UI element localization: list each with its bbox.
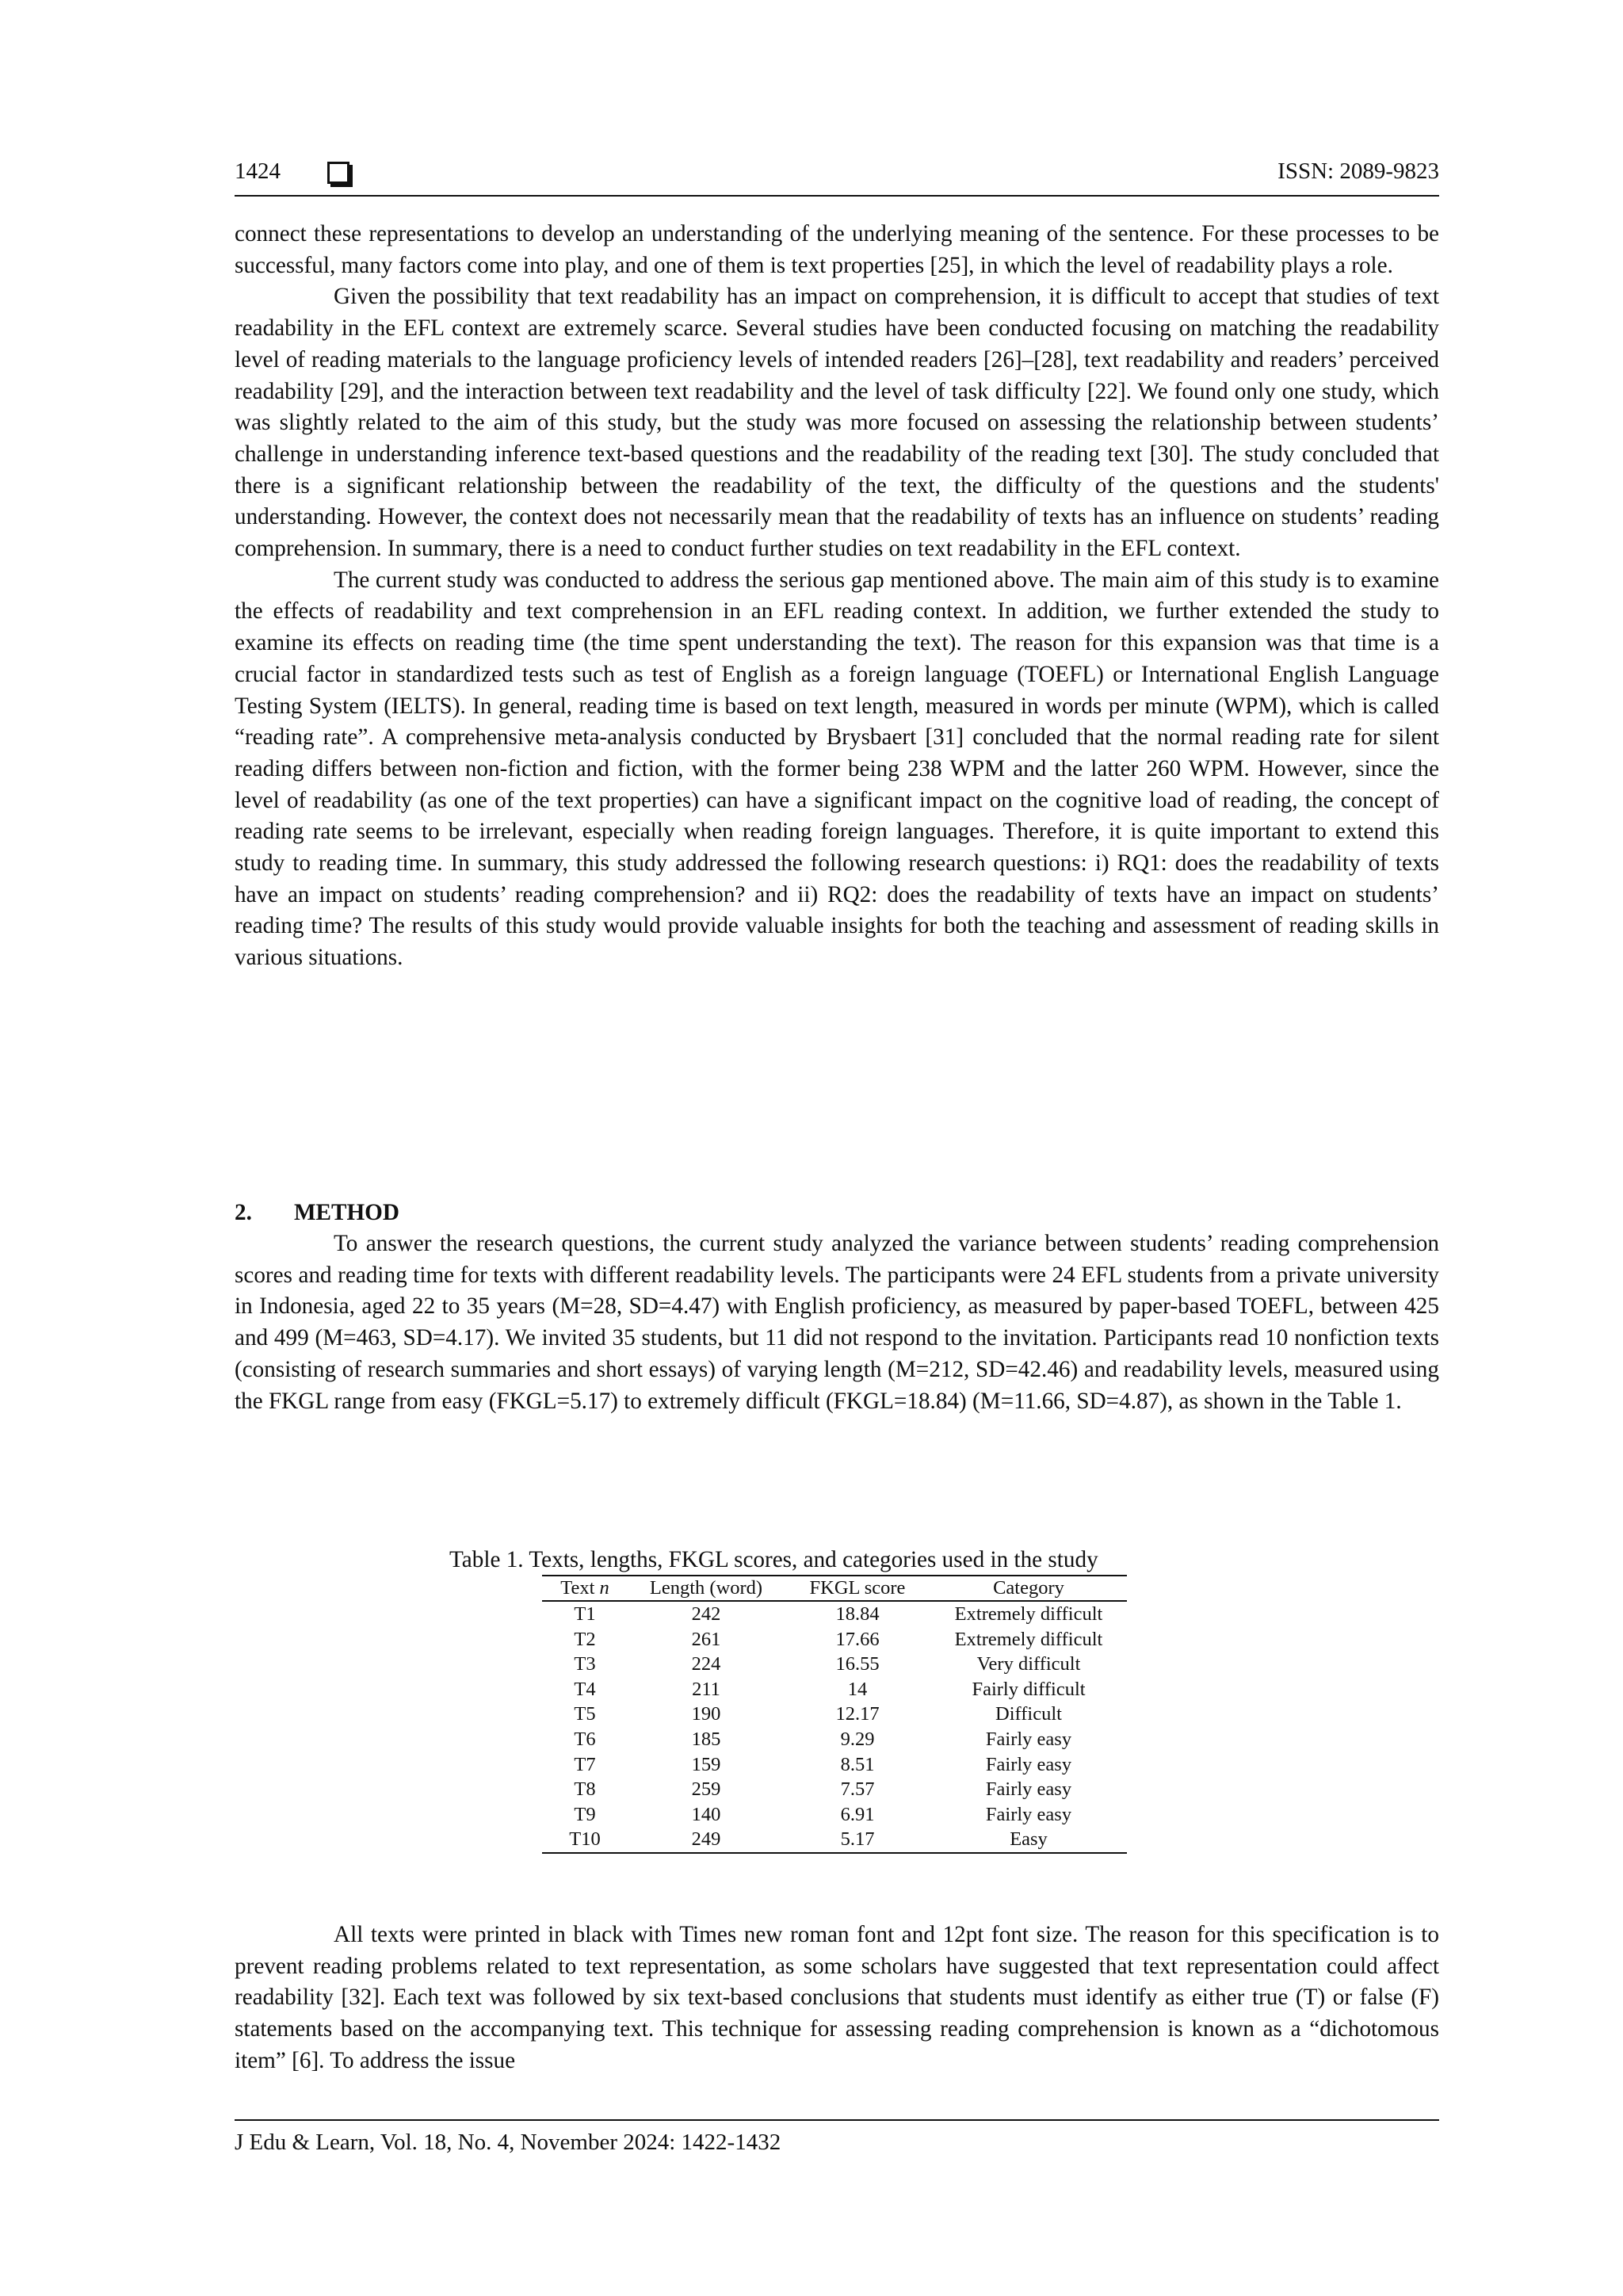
cell-length: 242 — [691, 1603, 721, 1625]
cell-category: Fairly easy — [985, 1803, 1072, 1825]
header-category: Category — [930, 1576, 1127, 1601]
cell-fkgl: 17.66 — [835, 1628, 880, 1650]
table-row — [542, 1627, 1127, 1652]
cell-text: T1 — [574, 1603, 596, 1625]
cell-fkgl: 9.29 — [840, 1728, 875, 1750]
cell-fkgl: 12.17 — [835, 1703, 880, 1725]
table-header-row — [542, 1576, 1127, 1601]
cell-text: T9 — [574, 1803, 596, 1825]
table-row — [542, 1677, 1127, 1702]
table-row — [542, 1601, 1127, 1627]
issn-label: ISSN: 2089-9823 — [1277, 159, 1439, 184]
paragraph-readability-gap: Given the possibility that text readability has an impact on comprehension, it is difficult to accept that studies of text readability in the EFL context are extremely scarce. Several studies have been conducted focusing on matching the readability level of reading materials to the language proficiency levels of intended readers [26]–[28], text readability and readers’ perceived readability [29], and the interaction between text readability and the level of task difficulty [22]. We found only one study, which was slightly related to the aim of this study, but the study was more focused on assessing the relationship between students’ challenge in understanding inference text-based questions and the readability of the reading text [30]. The study concluded that there is a significant relationship between the readability of the text, the difficulty of the questions and the students' understanding. However, the context does not necessarily mean that the readability of texts has an influence on students’ reading comprehension. In summary, there is a need to conduct further studies on text readability in the EFL context. — [235, 284, 1439, 562]
cell-text: T10 — [542, 1827, 628, 1853]
table-caption: Table 1. Texts, lengths, FKGL scores, and categories used in the study — [449, 1547, 1098, 1572]
paragraph-closing: All texts were printed in black with Times new roman font and 12pt font size. The reason for this specification is to prevent reading problems related to text representation, as some scholars have suggested that text representation could affect readability [32]. Each text was followed by six text-based conclusions that students must identify as either true (T) or false (F) statements based on the accompanying text. This technique for assessing reading comprehension is known as a “dichotomous item” [6]. To address the issue — [235, 1922, 1439, 2073]
cell-length: 159 — [691, 1753, 721, 1775]
header-length: Length (word) — [628, 1576, 785, 1601]
page-number: 1424 — [235, 159, 281, 184]
cell-category: Very difficult — [976, 1653, 1081, 1675]
cell-text: T2 — [574, 1628, 596, 1650]
cell-fkgl: 6.91 — [840, 1803, 875, 1825]
cell-text: T5 — [574, 1703, 596, 1725]
texts-table — [542, 1575, 1127, 1854]
method-text-block — [235, 1228, 1439, 1417]
cell-fkgl: 14 — [847, 1678, 868, 1700]
cell-length: 190 — [691, 1703, 721, 1725]
table-row — [542, 1777, 1127, 1802]
table-row — [542, 1652, 1127, 1677]
cell-length: 140 — [691, 1803, 721, 1825]
table-row — [542, 1727, 1127, 1752]
cell-fkgl: 7.57 — [840, 1778, 875, 1801]
header-fkgl: FKGL score — [785, 1576, 930, 1601]
cell-category: Extremely difficult — [954, 1628, 1103, 1650]
cell-length: 259 — [691, 1778, 721, 1801]
cell-length: 224 — [691, 1653, 721, 1675]
cell-text: T8 — [574, 1778, 596, 1801]
cell-text: T6 — [574, 1728, 596, 1750]
section-heading — [235, 1197, 399, 1228]
cell-category: Fairly easy — [985, 1728, 1072, 1750]
table-row — [542, 1702, 1127, 1727]
table-row — [542, 1752, 1127, 1778]
cell-text: T7 — [574, 1753, 596, 1775]
cell-category: Difficult — [995, 1703, 1062, 1725]
square-box-icon — [327, 162, 349, 184]
running-footer — [235, 2119, 1439, 2157]
cell-text: T4 — [574, 1678, 596, 1700]
cell-category: Easy — [930, 1827, 1127, 1853]
closing-text-block — [235, 1920, 1439, 2077]
paragraph-method: To answer the research questions, the current study analyzed the variance between students’ reading comprehension scores and reading time for texts with different readability levels. The participants were 24 EFL students from a private university in Indonesia, aged 22 to 35 years (M=28, SD=4.47) with English proficiency, as measured by paper-based TOEFL, between 425 and 499 (M=463, SD=4.17). We invited 35 students, but 11 did not respond to the invitation. Participants read 10 nonfiction texts (consisting of research summaries and short essays) of varying length (M=212, SD=42.46) and readability levels, measured using the FKGL range from easy (FKGL=5.17) to extremely difficult (FKGL=18.84) (M=11.66, SD=4.87), as shown in the Table 1. — [235, 1231, 1439, 1414]
cell-fkgl: 8.51 — [840, 1753, 875, 1775]
paragraph-current-study: The current study was conducted to address the serious gap mentioned above. The main aim of this study is to examine the effects of readability and text comprehension in an EFL reading context. In addition, we further extended the study to examine its effects on reading time (the time spent understanding the text). The reason for this expansion was that time is a crucial factor in standardized tests such as test of English as a foreign language (TOEFL) or International English Language Testing System (IELTS). In general, reading time is based on text length, measured in words per minute (WPM), which is called “reading rate”. A comprehensive meta-analysis conducted by Brysbaert [31] concluded that the normal reading rate for silent reading differs between non-fiction and fiction, with the former being 238 WPM and the latter 260 WPM. However, since the level of readability (as one of the text properties) can have a significant impact on the cognitive load of reading, the concept of reading rate seems to be irrelevant, especially when reading foreign languages. Therefore, it is quite important to extend this study to reading time. In summary, this study addressed the following research questions: i) RQ1: does the readability of texts have an impact on students’ reading comprehension? and ii) RQ2: does the readability of texts have an impact on students’ reading time? The results of this study would provide valuable insights for both the teaching and assessment of reading skills in various situations. — [235, 567, 1439, 971]
cell-text: T3 — [574, 1653, 596, 1675]
cell-length: 261 — [691, 1628, 721, 1650]
section-title: METHOD — [294, 1200, 399, 1225]
header-text-n: Text n — [542, 1576, 628, 1601]
journal-citation: J Edu & Learn, Vol. 18, No. 4, November 2024: 1422-1432 — [235, 2130, 781, 2155]
cell-fkgl: 18.84 — [835, 1603, 880, 1625]
cell-category: Fairly easy — [985, 1753, 1072, 1775]
cell-fkgl: 16.55 — [835, 1653, 880, 1675]
table-row — [542, 1802, 1127, 1828]
running-header — [235, 155, 1439, 197]
cell-category: Fairly easy — [985, 1778, 1072, 1801]
cell-fkgl: 5.17 — [785, 1827, 930, 1853]
cell-length: 211 — [692, 1678, 720, 1700]
table-row — [542, 1827, 1127, 1853]
cell-length: 185 — [691, 1728, 721, 1750]
cell-category: Extremely difficult — [954, 1603, 1103, 1625]
cell-length: 249 — [628, 1827, 785, 1853]
section-number: 2. — [235, 1200, 252, 1225]
cell-category: Fairly difficult — [972, 1678, 1086, 1700]
intro-text-block — [235, 219, 1439, 974]
paragraph-continued: connect these representations to develop an understanding of the underlying meaning of the sentence. For these processes to be successful, many factors come into play, and one of them is text properties [25], in which the level of readability plays a role. — [235, 221, 1439, 278]
